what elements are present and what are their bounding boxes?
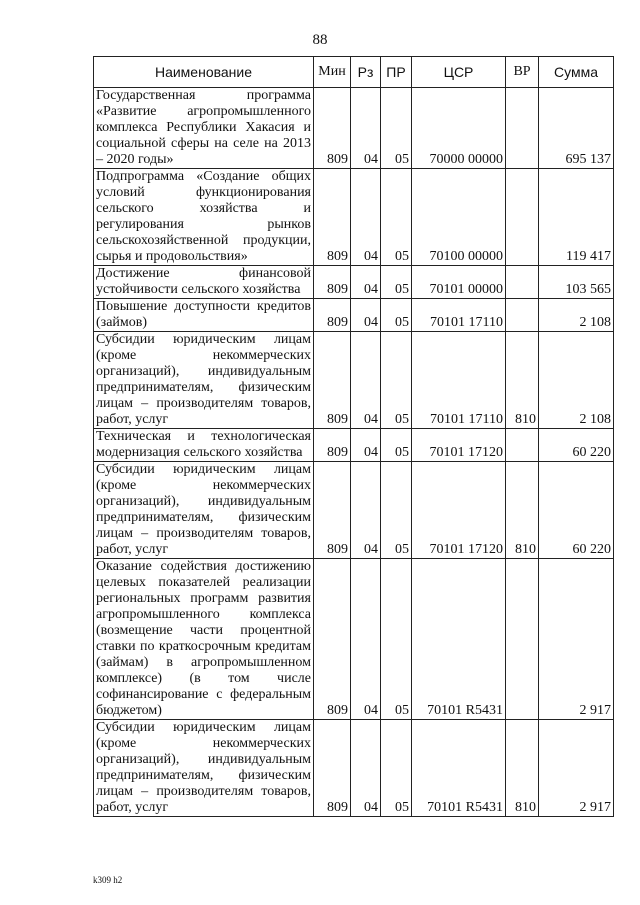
cell-rz: 04: [351, 299, 381, 332]
cell-pr: 05: [381, 266, 412, 299]
cell-rz: 04: [351, 88, 381, 169]
header-rz: Рз: [351, 57, 381, 88]
cell-vr: [506, 88, 539, 169]
cell-min: 809: [314, 720, 351, 817]
header-vr: ВР: [506, 57, 539, 88]
cell-pr: 05: [381, 720, 412, 817]
cell-pr: 05: [381, 462, 412, 559]
table-row: [94, 720, 614, 817]
cell-csr: 70101 17120: [412, 462, 506, 559]
cell-csr: 70000 00000: [412, 88, 506, 169]
header-sum: Сумма: [539, 57, 614, 88]
cell-csr: 70101 00000: [412, 266, 506, 299]
cell-sum: 2 108: [539, 299, 614, 332]
table-row: [94, 88, 614, 169]
cell-rz: 04: [351, 429, 381, 462]
cell-csr: 70101 17120: [412, 429, 506, 462]
cell-vr: 810: [506, 332, 539, 429]
cell-min: 809: [314, 462, 351, 559]
cell-vr: [506, 266, 539, 299]
cell-pr: 05: [381, 332, 412, 429]
header-name: Наименование: [94, 57, 314, 88]
cell-min: 809: [314, 299, 351, 332]
cell-pr: 05: [381, 88, 412, 169]
cell-sum: 2 108: [539, 332, 614, 429]
cell-name: Достижение финансовой устойчивости сельского хозяйства: [94, 266, 314, 299]
cell-min: 809: [314, 332, 351, 429]
cell-sum: 103 565: [539, 266, 614, 299]
cell-min: 809: [314, 88, 351, 169]
cell-pr: 05: [381, 429, 412, 462]
cell-min: 809: [314, 429, 351, 462]
cell-name: Государственная программа «Развитие агропромышленного комплекса Республики Хакасия и социальной сферы на селе на 2013 – 2020 годы»: [94, 88, 314, 169]
cell-min: 809: [314, 169, 351, 266]
cell-pr: 05: [381, 559, 412, 720]
cell-rz: 04: [351, 462, 381, 559]
cell-name: Подпрограмма «Создание общих условий функционирования сельского хозяйства и регулирования рынков сельскохозяйственной продукции, сырья и продовольствия»: [94, 169, 314, 266]
cell-pr: 05: [381, 299, 412, 332]
header-csr: ЦСР: [412, 57, 506, 88]
header-min: Мин: [314, 57, 351, 88]
table-row: [94, 559, 614, 720]
cell-rz: 04: [351, 169, 381, 266]
budget-table: [93, 56, 614, 817]
cell-vr: [506, 429, 539, 462]
table-row: [94, 169, 614, 266]
cell-sum: 60 220: [539, 462, 614, 559]
cell-sum: 695 137: [539, 88, 614, 169]
cell-min: 809: [314, 559, 351, 720]
table-row: [94, 299, 614, 332]
cell-rz: 04: [351, 332, 381, 429]
cell-rz: 04: [351, 559, 381, 720]
cell-sum: 60 220: [539, 429, 614, 462]
cell-csr: 70101 17110: [412, 299, 506, 332]
cell-name: Субсидии юридическим лицам (кроме некоммерческих организаций), индивидуальным предпринимателям, физическим лицам – производителям товаров, работ, услуг: [94, 332, 314, 429]
cell-rz: 04: [351, 266, 381, 299]
table-row: [94, 266, 614, 299]
cell-min: 809: [314, 266, 351, 299]
cell-sum: 2 917: [539, 720, 614, 817]
cell-vr: 810: [506, 720, 539, 817]
footer-code: k309 h2: [93, 875, 123, 885]
table-row: [94, 462, 614, 559]
table-row: [94, 332, 614, 429]
cell-csr: 70101 17110: [412, 332, 506, 429]
cell-name: Оказание содействия достижению целевых показателей реализации региональных программ развития агропромышленного комплекса (возмещение части процентной ставки по краткосрочным кредитам (займам) в агропромышленном комплексе) (в том числе софинансирование с федеральным бюджетом): [94, 559, 314, 720]
cell-rz: 04: [351, 720, 381, 817]
cell-csr: 70101 R5431: [412, 559, 506, 720]
table-header-row: [94, 57, 614, 88]
cell-sum: 119 417: [539, 169, 614, 266]
cell-vr: [506, 559, 539, 720]
header-pr: ПР: [381, 57, 412, 88]
cell-csr: 70100 00000: [412, 169, 506, 266]
cell-name: Субсидии юридическим лицам (кроме некоммерческих организаций), индивидуальным предпринимателям, физическим лицам – производителям товаров, работ, услуг: [94, 720, 314, 817]
cell-pr: 05: [381, 169, 412, 266]
page-number: 88: [312, 32, 328, 48]
table-row: [94, 429, 614, 462]
cell-vr: 810: [506, 462, 539, 559]
cell-csr: 70101 R5431: [412, 720, 506, 817]
cell-vr: [506, 169, 539, 266]
cell-vr: [506, 299, 539, 332]
cell-sum: 2 917: [539, 559, 614, 720]
cell-name: Повышение доступности кредитов (займов): [94, 299, 314, 332]
cell-name: Субсидии юридическим лицам (кроме некоммерческих организаций), индивидуальным предпринимателям, физическим лицам – производителям товаров, работ, услуг: [94, 462, 314, 559]
cell-name: Техническая и технологическая модернизация сельского хозяйства: [94, 429, 314, 462]
